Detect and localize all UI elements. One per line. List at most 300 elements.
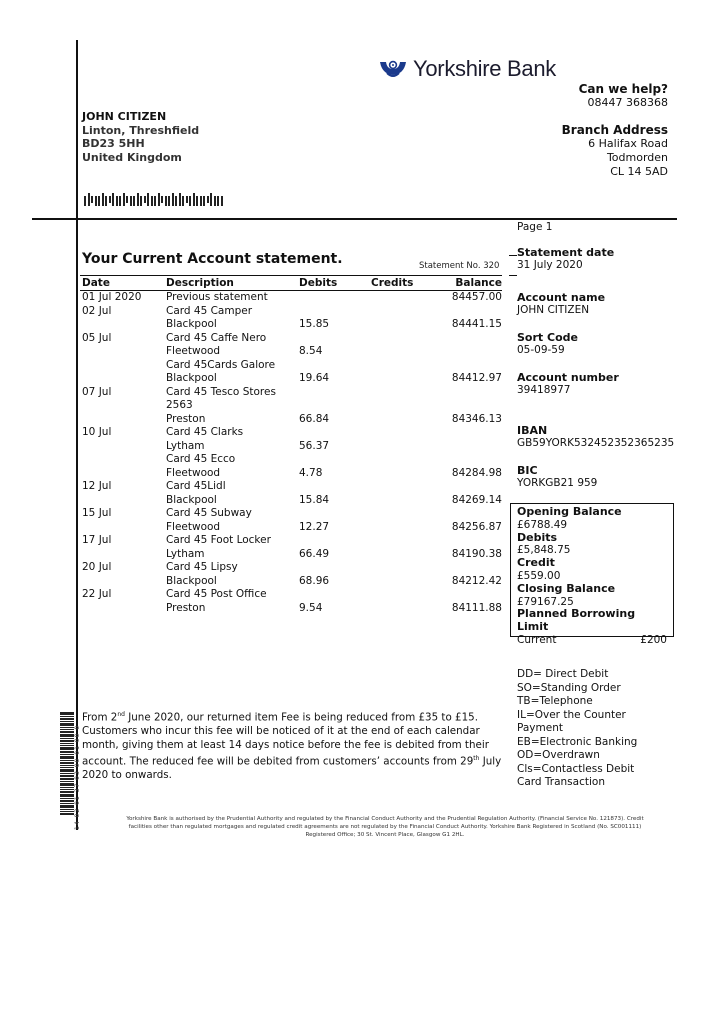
barcode-number: 14 02 01 37 03 00 01 00 0 — [74, 724, 81, 830]
row-date: 17 Jul — [82, 534, 112, 546]
row-balance — [435, 507, 502, 521]
row-date — [80, 413, 166, 427]
notice-text: From 2 — [82, 711, 118, 724]
barcode-bar — [60, 751, 74, 753]
branch-line: CL 14 5AD — [610, 165, 668, 178]
barcode-bar — [60, 723, 74, 726]
table-row — [80, 507, 502, 521]
row-description: Card 45Cards Galore — [166, 358, 276, 371]
barcode-bar — [119, 196, 121, 206]
table-row — [80, 561, 502, 575]
barcode-bar — [60, 734, 74, 737]
barcode-bar — [207, 196, 209, 203]
table-row — [80, 359, 502, 373]
barcode-bar — [60, 803, 74, 804]
table-row — [80, 588, 502, 602]
barcode-bar — [60, 765, 74, 766]
row-credit — [371, 318, 435, 332]
row-description: Card 45 Camper — [166, 304, 253, 317]
barcode-bar — [60, 731, 74, 733]
row-balance — [435, 359, 502, 373]
barcode-bar — [221, 196, 223, 206]
barcode-bar — [144, 196, 146, 203]
help-contact — [579, 82, 668, 110]
barcode-bar — [182, 196, 184, 206]
row-date — [80, 575, 166, 589]
barcode-bar — [91, 196, 93, 203]
branch-heading: Branch Address — [561, 123, 668, 137]
row-credit — [371, 305, 435, 319]
row-debit: 66.84 — [299, 412, 330, 425]
statement-date-block — [517, 246, 614, 272]
row-credit — [371, 494, 435, 508]
row-date — [80, 399, 166, 413]
table-row — [80, 467, 502, 481]
barcode-bar — [133, 196, 135, 206]
barcode-bar — [60, 805, 74, 808]
barcode-bar — [105, 196, 107, 206]
barcode-bar — [60, 800, 74, 802]
barcode-bar — [60, 798, 74, 799]
legal-line: Registered Office; 30 St. Vincent Place, Glasgow G1 2HL. — [305, 832, 465, 838]
row-balance — [435, 440, 502, 454]
fee-notice — [82, 708, 506, 783]
row-balance — [435, 480, 502, 494]
row-description: Lytham — [166, 439, 205, 452]
row-credit — [371, 453, 435, 467]
row-balance: 84190.38 — [451, 547, 502, 560]
row-credit — [371, 602, 435, 616]
barcode-bar — [60, 729, 74, 730]
table-row — [80, 345, 502, 359]
notice-text: June 2020, our returned item Fee is being reduced from £35 to £15. Customers who incur this fee will be noticed of it at the end of each calendar month, giving them at least 14 days notice before the fee is debited from their account. The reduced fee will be debited from customers’ accounts from 29 — [82, 711, 489, 768]
row-credit — [371, 467, 435, 481]
row-date — [80, 359, 166, 373]
barcode-bar — [84, 196, 86, 206]
legal-line: Yorkshire Bank is authorised by the Prudential Authority and regulated by the Financial Conduct Authority and the Prudential Regulation Authority. (Financial Service No. 121873). Credit — [126, 816, 644, 822]
barcode-bar — [102, 193, 104, 206]
row-date — [80, 467, 166, 481]
barcode-bar — [60, 718, 74, 720]
row-debit — [299, 332, 371, 346]
row-balance: 84212.42 — [451, 574, 502, 587]
row-balance — [435, 332, 502, 346]
row-date — [80, 345, 166, 359]
barcode-bar — [147, 193, 149, 206]
bank-name: Yorkshire Bank — [413, 56, 556, 81]
row-debit — [299, 480, 371, 494]
row-debit — [299, 399, 371, 413]
barcode-bar — [60, 740, 74, 742]
row-description: Card 45 Ecco — [166, 453, 236, 465]
barcode-bar — [60, 783, 74, 786]
legend-item: Payment — [517, 722, 563, 734]
row-debit — [299, 534, 371, 548]
col-date: Date — [82, 277, 110, 289]
legend-item: Card Transaction — [517, 776, 605, 788]
row-credit — [371, 521, 435, 535]
table-row — [80, 548, 502, 562]
table-row — [80, 602, 502, 616]
row-date: 12 Jul — [82, 480, 112, 492]
barcode-bar — [217, 196, 219, 206]
legal-footer — [90, 815, 680, 839]
barcode-bar — [193, 193, 195, 206]
row-balance: 84111.88 — [451, 601, 502, 614]
credit-label: Credit — [517, 556, 555, 570]
row-debit: 66.49 — [299, 547, 330, 560]
branch-address — [562, 123, 668, 179]
table-row — [80, 372, 502, 386]
field-label: BIC — [517, 464, 538, 477]
row-date: 01 Jul 2020 — [82, 291, 142, 303]
col-debits: Debits — [299, 277, 338, 289]
field-value: GB59YORK532452352365235 — [517, 437, 675, 449]
debits-label: Debits — [517, 530, 558, 544]
table-row — [80, 480, 502, 494]
col-description: Description — [166, 277, 234, 289]
barcode-bar — [123, 193, 125, 206]
row-date: 20 Jul — [82, 561, 112, 573]
barcode-bar — [60, 762, 74, 764]
row-credit — [371, 372, 435, 386]
barcode-bar — [112, 193, 114, 206]
barcode-bar — [130, 196, 132, 206]
table-row — [80, 305, 502, 319]
row-debit: 9.54 — [299, 601, 323, 614]
barcode-bar — [109, 196, 111, 203]
notice-sup: nd — [117, 711, 125, 718]
row-date: 05 Jul — [82, 331, 112, 344]
barcode-bar — [88, 193, 90, 206]
row-debit — [299, 426, 371, 440]
table-row — [80, 534, 502, 548]
row-balance — [435, 386, 502, 400]
barcode-bar — [60, 773, 74, 774]
barcode-bar — [60, 747, 74, 750]
row-credit — [371, 480, 435, 494]
table-row — [80, 386, 502, 400]
borrowing-limit-row — [517, 634, 667, 647]
barcode-bar — [210, 193, 212, 206]
row-description: Preston — [166, 601, 206, 614]
row-credit — [371, 332, 435, 346]
row-date: 02 Jul — [82, 304, 112, 317]
table-body — [80, 291, 502, 615]
row-debit: 56.37 — [299, 439, 330, 452]
balance-summary-box — [510, 503, 674, 646]
row-debit: 15.84 — [299, 493, 330, 506]
barcode-bar — [175, 196, 177, 206]
barcode-bar — [165, 196, 167, 206]
barcode-bar — [60, 767, 74, 768]
legend-item: IL=Over the Counter — [517, 708, 626, 721]
barcode-bar — [161, 196, 163, 203]
row-debit — [299, 561, 371, 575]
row-date: 22 Jul — [82, 588, 112, 600]
barcode-bar — [95, 196, 97, 206]
barcode-bar — [60, 775, 74, 777]
row-description: Card 45 Foot Locker — [166, 534, 271, 546]
row-credit — [371, 359, 435, 373]
field-label: Sort Code — [517, 331, 578, 344]
row-credit — [371, 561, 435, 575]
barcode-bar — [60, 712, 74, 715]
row-date: 10 Jul — [82, 426, 112, 438]
closing-balance-value: £79167.25 — [517, 595, 574, 608]
row-date — [80, 602, 166, 616]
field-label: IBAN — [517, 424, 548, 437]
credit-value: £559.00 — [517, 569, 561, 582]
row-credit — [371, 399, 435, 413]
barcode-bar — [60, 754, 74, 755]
row-date: 07 Jul — [82, 385, 112, 398]
row-description: Card 45 Subway — [166, 507, 252, 519]
table-row — [80, 494, 502, 508]
table-row — [80, 521, 502, 535]
barcode-bar — [140, 196, 142, 206]
row-date — [80, 318, 166, 332]
row-credit — [371, 386, 435, 400]
branch-line: Todmorden — [606, 151, 668, 164]
barcode-bar — [60, 727, 74, 728]
row-description: 2563 — [166, 399, 193, 411]
row-date — [80, 521, 166, 535]
borrowing-type: Current — [517, 633, 557, 646]
row-balance: 84346.13 — [451, 412, 502, 425]
row-debit — [299, 507, 371, 521]
row-date — [80, 440, 166, 454]
barcode-bar — [60, 769, 74, 772]
row-balance: 84412.97 — [451, 372, 502, 384]
legend-item: OD=Overdrawn — [517, 749, 600, 761]
barcode-bar — [154, 196, 156, 206]
row-debit — [299, 588, 371, 602]
row-description: Card 45 Post Office — [166, 588, 267, 600]
barcode-bar — [116, 196, 118, 206]
borrowing-value: £200 — [640, 633, 667, 646]
bank-logo — [379, 56, 556, 82]
row-debit: 19.64 — [299, 372, 330, 384]
barcode-bar — [60, 778, 74, 780]
table-row — [80, 453, 502, 467]
field-label: Statement date — [517, 246, 615, 259]
row-description: Blackpool — [166, 574, 217, 587]
statement-number: Statement No. 320 — [419, 261, 500, 271]
statement-title: Your Current Account statement. — [82, 251, 343, 267]
barcode-bar — [60, 721, 74, 722]
row-balance — [435, 345, 502, 359]
legend-item: TB=Telephone — [517, 695, 593, 707]
barcode-bar — [200, 196, 202, 206]
barcode-bar — [60, 809, 74, 810]
table-row — [80, 332, 502, 346]
closing-balance-label: Closing Balance — [517, 581, 616, 595]
barcode-bar — [60, 756, 74, 759]
row-balance — [435, 399, 502, 413]
field-label: Account number — [517, 371, 619, 384]
barcode-bar — [60, 716, 74, 717]
row-balance: 84457.00 — [451, 291, 502, 303]
row-balance — [435, 305, 502, 319]
field-value: 39418977 — [517, 384, 571, 396]
barcode-bar — [168, 196, 170, 206]
borrowing-limit-label: Planned Borrowing Limit — [517, 607, 636, 634]
row-debit — [299, 453, 371, 467]
barcode-bar — [98, 196, 100, 206]
row-description: Card 45 Caffe Nero — [166, 331, 267, 344]
opening-balance-value: £6788.49 — [517, 518, 568, 531]
fold-mark — [509, 275, 517, 276]
row-debit: 4.78 — [299, 466, 323, 479]
row-credit — [371, 440, 435, 454]
row-balance: 84269.14 — [451, 493, 502, 506]
table-row — [80, 575, 502, 589]
row-debit: 12.27 — [299, 520, 330, 533]
address-line: Linton, Threshfield — [82, 123, 200, 137]
col-credits: Credits — [371, 277, 414, 289]
row-credit — [371, 588, 435, 602]
table-header — [80, 275, 502, 291]
barcode-bar — [137, 193, 139, 206]
field-value: 31 July 2020 — [517, 259, 583, 271]
document-barcode — [60, 712, 74, 830]
notice-text: July 2020 to onwards. — [82, 755, 502, 782]
row-debit — [299, 386, 371, 400]
row-credit — [371, 534, 435, 548]
row-description: Lytham — [166, 547, 205, 560]
row-date — [80, 453, 166, 467]
row-credit — [371, 507, 435, 521]
barcode-bar — [60, 760, 74, 761]
row-date: 15 Jul — [82, 507, 112, 519]
address-line: United Kingdom — [82, 150, 182, 164]
branch-line: 6 Halifax Road — [588, 137, 668, 150]
row-credit — [371, 413, 435, 427]
transaction-code-legend — [517, 668, 637, 790]
row-credit — [371, 291, 435, 305]
table-row — [80, 291, 502, 305]
row-debit — [299, 305, 371, 319]
table-row — [80, 426, 502, 440]
help-heading: Can we help? — [578, 82, 668, 96]
legend-item: Cls=Contactless Debit — [517, 762, 635, 775]
row-balance: 84284.98 — [451, 466, 502, 479]
row-description: Fleetwood — [166, 466, 221, 479]
row-debit: 68.96 — [299, 574, 330, 587]
customer-name: JOHN CITIZEN — [82, 110, 167, 123]
bic-block — [517, 464, 597, 490]
row-description: Blackpool — [166, 318, 217, 330]
row-description: Card 45 Clarks — [166, 426, 244, 438]
barcode-bar — [60, 791, 74, 793]
table-row — [80, 318, 502, 332]
row-credit — [371, 426, 435, 440]
transactions-table — [80, 275, 502, 615]
address-line: BD23 5HH — [82, 137, 145, 150]
barcode-bar — [172, 193, 174, 206]
customer-address — [82, 110, 199, 164]
row-description: Fleetwood — [166, 520, 221, 533]
row-debit: 8.54 — [299, 345, 323, 357]
row-description: Blackpool — [166, 493, 217, 506]
barcode-bar — [186, 196, 188, 203]
barcode-bar — [151, 196, 153, 206]
help-phone: 08447 368368 — [587, 96, 668, 109]
page-number: Page 1 — [517, 221, 553, 233]
barcode-bar — [196, 196, 198, 206]
barcode-bar — [60, 811, 74, 812]
field-value: 05-09-59 — [517, 344, 565, 356]
fold-mark — [509, 255, 517, 256]
barcode-bar — [60, 789, 74, 790]
field-value: JOHN CITIZEN — [517, 304, 590, 316]
barcode-bar — [189, 196, 191, 206]
row-description: Card 45 Tesco Stores — [166, 385, 276, 398]
row-description: Previous statement — [166, 291, 268, 303]
row-balance — [435, 534, 502, 548]
legend-item: SO=Standing Order — [517, 681, 621, 694]
row-balance — [435, 453, 502, 467]
row-credit — [371, 575, 435, 589]
row-date — [80, 548, 166, 562]
table-row — [80, 413, 502, 427]
barcode-bar — [60, 813, 74, 815]
row-balance — [435, 561, 502, 575]
barcode-bar — [158, 193, 160, 206]
row-description: Preston — [166, 412, 206, 425]
row-date — [80, 372, 166, 386]
barcode-bar — [60, 787, 74, 788]
account-name-block — [517, 291, 605, 317]
barcode-bar — [179, 193, 181, 206]
sort-code-block — [517, 331, 578, 357]
barcode-bar — [203, 196, 205, 206]
header-divider — [32, 218, 677, 220]
row-balance — [435, 588, 502, 602]
legal-line: facilities other than regulated mortgages and regulated credit agreements are not regulated by the Financial Conduct Authority. Yorkshire Bank Registered in Scotland (No. SC001111) — [128, 824, 642, 830]
barcode-bar — [60, 745, 74, 746]
account-number-block — [517, 371, 619, 397]
legend-item: DD= Direct Debit — [517, 668, 609, 680]
table-row — [80, 440, 502, 454]
opening-balance-label: Opening Balance — [517, 505, 622, 518]
table-row — [80, 399, 502, 413]
row-description: Card 45Lidl — [166, 480, 226, 492]
row-balance: 84441.15 — [451, 318, 502, 330]
iban-block — [517, 424, 674, 450]
postal-barcode — [84, 193, 223, 206]
row-debit: 15.85 — [299, 318, 330, 330]
barcode-bar — [60, 794, 74, 797]
notice-sup: th — [473, 755, 480, 763]
yorkshire-bank-logo-icon — [379, 59, 407, 79]
legend-item: EB=Electronic Banking — [517, 735, 638, 748]
row-description: Card 45 Lipsy — [166, 561, 238, 573]
row-debit — [299, 291, 371, 305]
row-credit — [371, 345, 435, 359]
row-description: Blackpool — [166, 372, 217, 384]
row-description: Fleetwood — [166, 345, 221, 357]
field-value: YORKGB21 959 — [517, 477, 598, 489]
barcode-bar — [60, 781, 74, 782]
field-label: Account name — [517, 291, 606, 304]
barcode-bar — [126, 196, 128, 203]
row-date — [80, 494, 166, 508]
col-balance: Balance — [455, 277, 502, 289]
row-credit — [371, 548, 435, 562]
row-balance: 84256.87 — [451, 520, 502, 533]
